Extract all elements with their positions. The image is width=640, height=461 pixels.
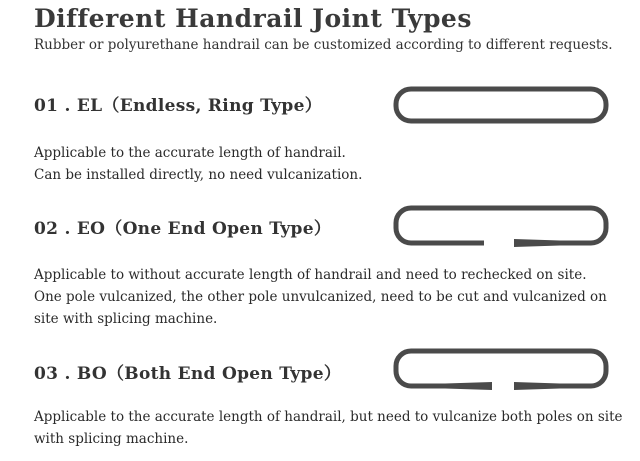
section-heading-el: 01 . EL（Endless, Ring Type） [34, 96, 322, 116]
section-description-eo [34, 264, 624, 330]
description-line: Applicable to the accurate length of handrail, but need to vulcanize both poles on site [34, 409, 623, 425]
ring-type-handrail-icon [390, 84, 612, 126]
page-title: Different Handrail Joint Types [34, 4, 472, 33]
section-description-el [34, 142, 624, 186]
description-line: Can be installed directly, no need vulcanization. [34, 167, 363, 183]
page-subtitle: Rubber or polyurethane handrail can be customized according to different requests. [34, 37, 613, 53]
description-line: Applicable to without accurate length of handrail and need to rechecked on site. [34, 267, 587, 283]
section-description-bo [34, 406, 624, 450]
description-line: with splicing machine. [34, 431, 189, 447]
one-end-open-handrail-icon [390, 202, 612, 252]
description-line: One pole vulcanized, the other pole unvulcanized, need to be cut and vulcanized on [34, 289, 607, 305]
description-line: site with splicing machine. [34, 311, 218, 327]
description-line: Applicable to the accurate length of handrail. [34, 145, 346, 161]
both-end-open-handrail-icon [390, 345, 612, 395]
section-heading-eo: 02 . EO（One End Open Type） [34, 219, 332, 239]
section-heading-bo: 03 . BO（Both End Open Type） [34, 364, 342, 384]
